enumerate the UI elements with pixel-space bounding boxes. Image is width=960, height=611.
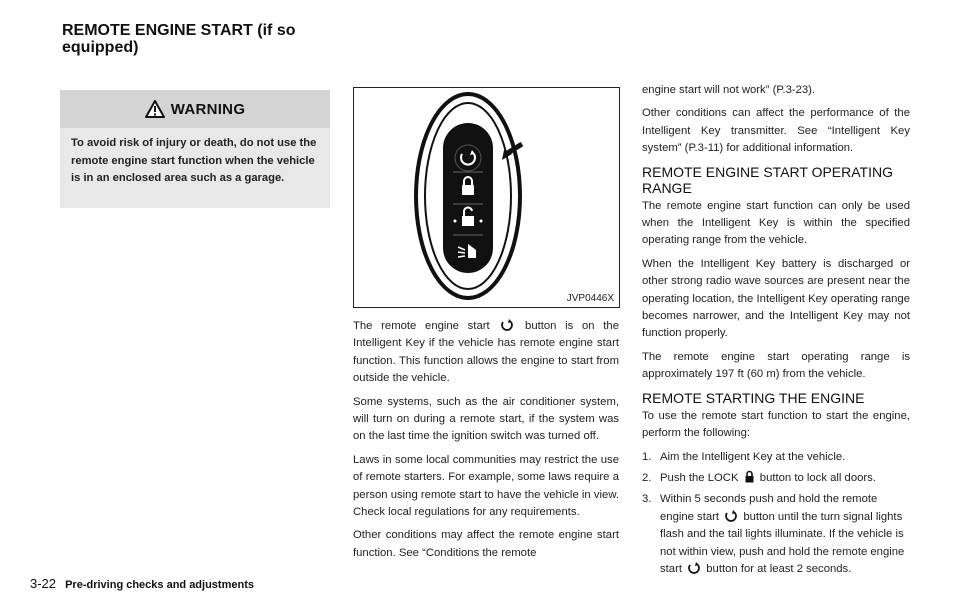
list-text: Aim the Intelligent Key at the vehicle. xyxy=(660,450,846,463)
figure-caption: JVP0446X xyxy=(566,293,614,304)
list-text xyxy=(660,491,910,578)
lock-icon xyxy=(744,470,755,483)
warning-box xyxy=(60,90,330,208)
page-number: 3-22 xyxy=(30,576,57,591)
paragraph xyxy=(353,318,619,388)
text-run: button to lock all doors. xyxy=(759,471,876,484)
list-number: 1. xyxy=(642,450,652,463)
text-run: Within 5 seconds push and hold the remote engine start xyxy=(660,493,878,523)
paragraph: When the Intelligent Key battery is discharged or other strong radio wave sources are present near the operating location, the Intelligent Key operating range becomes narrower, and the Intelligent Key may not function properly. xyxy=(642,257,910,340)
list-number: 3. xyxy=(642,493,652,506)
paragraph: To use the remote start function to start the engine, perform the following: xyxy=(642,409,910,440)
remote-start-icon xyxy=(500,318,514,331)
remote-start-icon xyxy=(687,561,701,574)
column-right xyxy=(642,82,910,582)
paragraph: Other conditions may affect the remote engine start function. See “Conditions the remote xyxy=(353,529,619,559)
list-item xyxy=(642,491,910,578)
text-run: button for at least 2 seconds. xyxy=(706,562,852,575)
paragraph: Some systems, such as the air conditioner system, will turn on during a remote start, if the system was on the last time the ignition switch was turned off. xyxy=(353,395,619,443)
warning-heading: WARNING xyxy=(170,100,246,118)
warning-triangle-icon xyxy=(145,100,165,118)
subheading-operating-range: REMOTE ENGINE START OPERATING RANGE xyxy=(642,163,893,196)
page-footer xyxy=(30,576,254,591)
intelligent-key-illustration xyxy=(354,88,618,306)
footer-chapter-label: Pre-driving checks and adjustments xyxy=(65,579,254,591)
paragraph: Laws in some local communities may restrict the use of remote starters. For example, some laws require a person using remote start to have the vehicle in view. Check local regulations for any requirements. xyxy=(353,453,619,519)
list-item xyxy=(642,470,910,487)
warning-text: To avoid risk of injury or death, do not use the remote engine start function when the vehicle is in an enclosed area such as a garage. xyxy=(60,128,330,208)
text-run: button is on the Intelligent Key if the vehicle has remote engine start function. This function allows the engine to start from outside the vehicle. xyxy=(353,320,619,385)
intelligent-key-figure xyxy=(353,87,620,308)
list-item xyxy=(642,449,910,466)
text-run: button until the turn signal lights flash and the tail lights illuminate. If the vehicle is not within view, push and hold the remote engine start xyxy=(660,510,905,575)
section-title: REMOTE ENGINE START (if so equipped) xyxy=(62,22,296,56)
remote-start-icon xyxy=(724,509,738,522)
list-number: 2. xyxy=(642,471,652,484)
paragraph: engine start will not work” (P.3-23). xyxy=(642,84,816,96)
paragraph: Other conditions can affect the performance of the Intelligent Key transmitter. See “Intelligent Key system” (P.3-11) for additional information. xyxy=(642,107,910,155)
paragraph: The remote engine start operating range is approximately 197 ft (60 m) from the vehicle. xyxy=(642,350,910,381)
column-middle xyxy=(353,318,619,568)
warning-header xyxy=(60,90,330,128)
text-run: The remote engine start xyxy=(353,320,490,332)
paragraph: The remote engine start function can only be used when the Intelligent Key is within the specified operating range from the vehicle. xyxy=(642,199,910,247)
text-run: Push the LOCK xyxy=(660,471,739,484)
subheading-remote-starting: REMOTE STARTING THE ENGINE xyxy=(642,389,865,406)
list-text xyxy=(660,470,910,487)
